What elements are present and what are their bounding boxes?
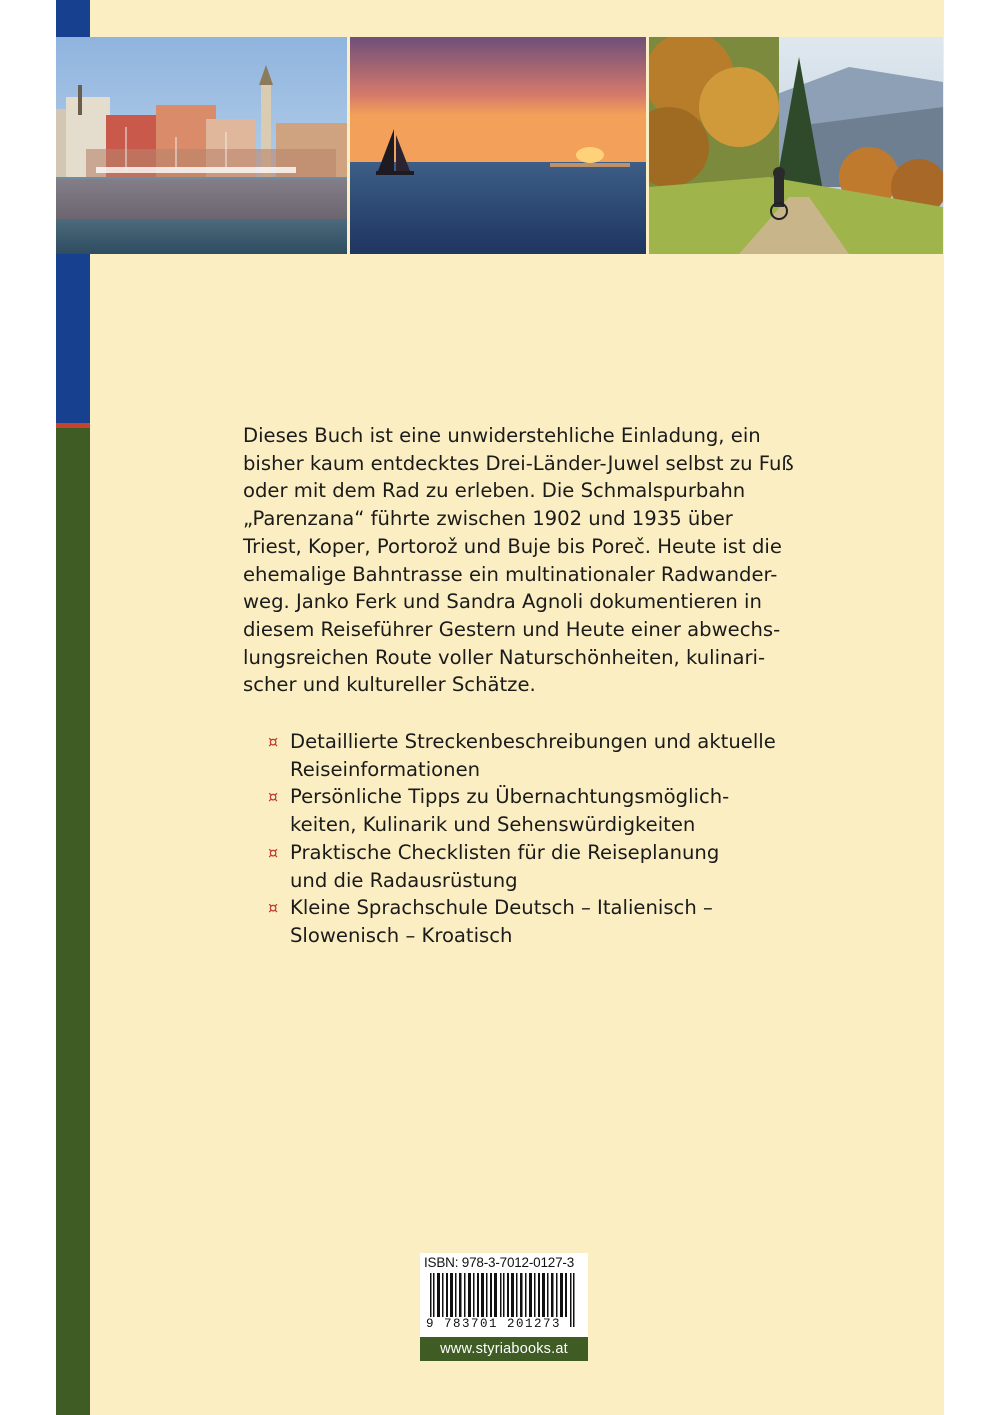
description-line: ehemalige Bahntrasse ein multinationaler Radwander- [243,562,778,586]
publisher-website: www.styriabooks.at [420,1337,588,1361]
description-line: „Parenzana“ führte zwischen 1902 und 1935 über [243,507,733,531]
feature-text: Reiseinformationen [290,757,481,781]
feature-item [268,783,788,838]
feature-item [268,894,788,949]
description-line: Dieses Buch ist eine unwiderstehliche Einladung, ein [243,424,761,447]
feature-text: Slowenisch – Kroatisch [290,923,513,947]
description-line: bisher kaum entdecktes Drei-Länder-Juwel selbst zu Fuß [243,451,794,475]
description-line: Triest, Koper, Portorož und Buje bis Poreč. Heute ist die [243,534,782,558]
feature-text: keiten, Kulinarik und Sehenswürdigkeiten [290,813,696,837]
bullet-icon: ¤ [268,787,279,807]
feature-item [268,839,788,894]
feature-item [268,728,788,783]
bullet-icon: ¤ [268,898,279,918]
feature-text: Praktische Checklisten für die Reiseplanung [290,840,720,864]
description-line: oder mit dem Rad zu erleben. Die Schmalspurbahn [243,479,746,503]
description-line: weg. Janko Ferk und Sandra Agnoli dokumentieren in [243,590,762,614]
bullet-icon: ¤ [268,732,279,751]
description-line: lungsreichen Route voller Naturschönheiten, kulinari- [243,645,766,669]
cyclist-trail-photo [649,37,943,254]
barcode-digits: 9 783701 201273 [426,1317,562,1331]
description-paragraph [243,422,794,699]
sunset-sailboat-photo [350,37,646,254]
feature-text: Kleine Sprachschule Deutsch – Italienisch – [290,896,713,920]
feature-list [268,728,788,950]
feature-text: und die Radausrüstung [290,868,518,892]
harbor-town-photo [56,37,347,254]
feature-text: Persönliche Tipps zu Übernachtungsmöglich- [290,785,730,809]
isbn-label: ISBN: 978-3-7012-0127-3 [424,1255,574,1270]
bullet-icon: ¤ [268,842,279,862]
description-line: scher und kultureller Schätze. [243,673,536,697]
feature-text: Detaillierte Streckenbeschreibungen und aktuelle [290,730,776,753]
description-line: diesem Reiseführer Gestern und Heute einer abwechs- [243,617,781,641]
spine-green-band [56,428,90,1415]
